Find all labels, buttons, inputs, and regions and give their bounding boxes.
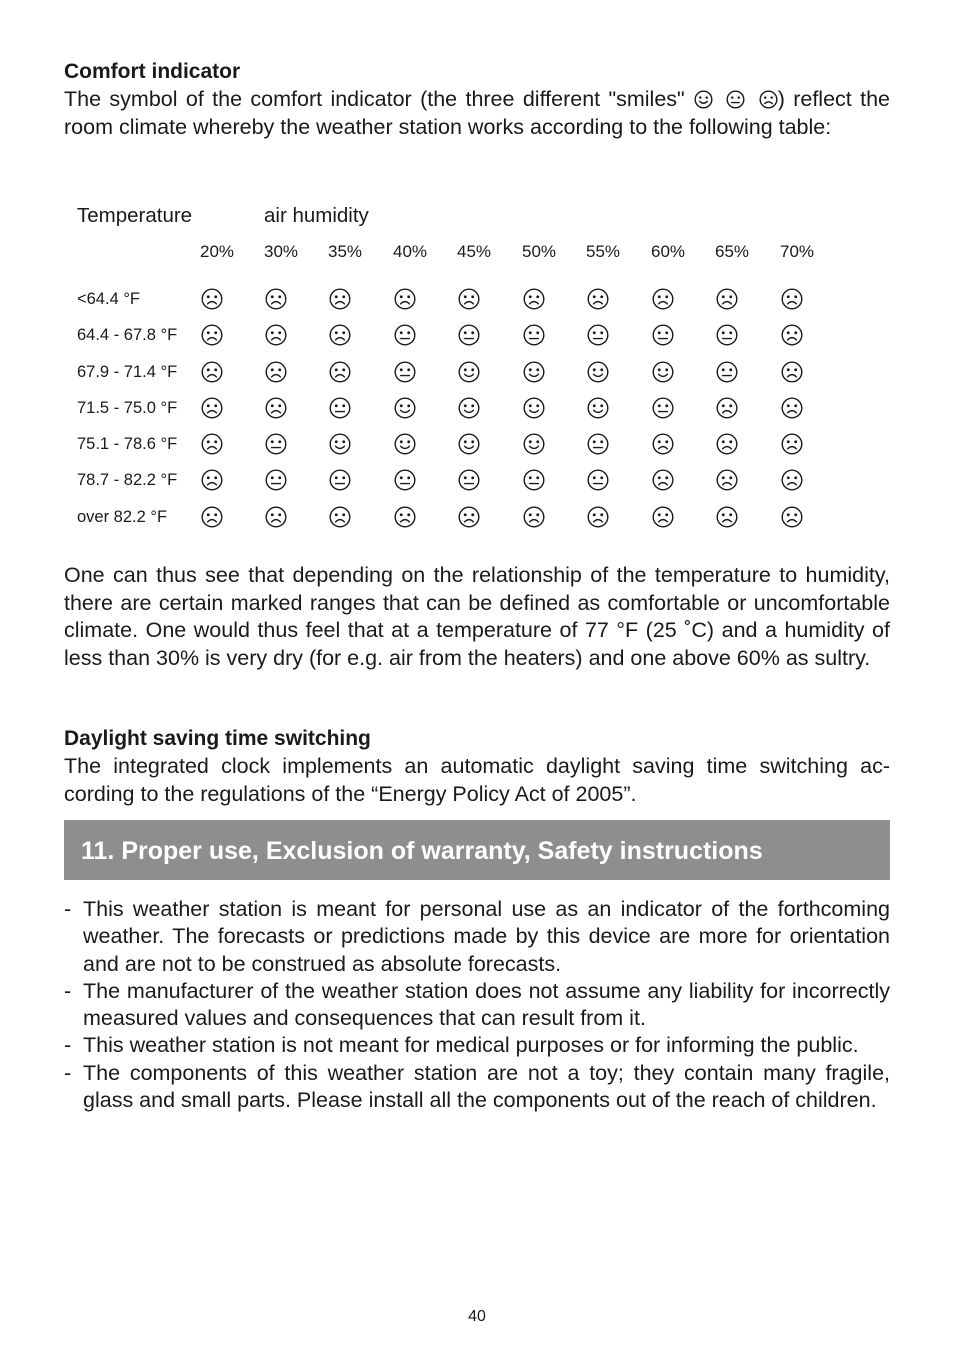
sad-icon [329,361,353,385]
neutral-icon [716,361,740,385]
sad-icon [587,506,611,530]
sad-icon [201,469,225,493]
happy-icon [523,397,547,421]
neutral-icon [265,433,289,457]
happy-icon [652,361,676,385]
happy-icon [458,397,482,421]
neutral-icon [587,469,611,493]
comfort-indicator-heading: Comfort indicator [64,60,241,83]
comfort-intro-paragraph [64,86,890,141]
temperature-range-label: <64.4 °F [77,290,141,308]
sad-icon [201,506,225,530]
temperature-range-label: 75.1 - 78.6 °F [77,435,178,454]
temperature-range-label: 67.9 - 71.4 °F [77,362,178,381]
neutral-icon [726,90,745,109]
safety-bullet-item [64,896,890,978]
table-row [77,397,837,433]
sad-icon [781,288,805,312]
neutral-icon [716,324,740,348]
neutral-icon [523,469,547,493]
sad-icon [329,506,353,530]
sad-icon [394,288,418,312]
sad-icon [201,361,225,385]
temperature-range-label: over 82.2 °F [77,507,168,526]
comfort-section [64,58,890,141]
sad-icon [201,397,225,421]
neutral-icon [329,469,353,493]
table-row [77,324,837,360]
sad-icon [781,469,805,493]
humidity-columns [77,242,837,270]
humidity-column-header: 65% [715,242,750,261]
humidity-column-header: 70% [780,242,815,261]
neutral-icon [394,324,418,348]
table-row [77,288,837,324]
safety-bullet-list [64,896,890,1114]
temperature-range-label: 64.4 - 67.8 °F [77,326,178,345]
bullet-dash: - [64,897,72,921]
comfort-table [77,204,837,526]
sad-icon [781,324,805,348]
humidity-column-header: 35% [328,242,363,261]
sad-icon [265,324,289,348]
sad-icon [716,433,740,457]
safety-bullet-item [64,1060,890,1115]
neutral-icon [265,469,289,493]
neutral-icon [587,324,611,348]
daylight-paragraph: The integrated clock implements an automatic daylight saving time switching according to the regulations of the “Energy Policy Act of 2005”. [64,754,890,806]
sad-icon [265,361,289,385]
neutral-icon [587,433,611,457]
daylight-section [64,725,890,808]
sad-icon [201,324,225,348]
sad-icon [458,288,482,312]
sad-icon [265,506,289,530]
section-11-title: 11. Proper use, Exclusion of warranty, Safety instructions [81,837,763,865]
section-11-banner [64,820,890,880]
explanation-section [64,562,890,672]
table-row [77,506,837,542]
bullet-text: The manufacturer of the weather station does not assume any liability for incorrectly measured values and consequences that can result from it. [83,978,890,1031]
humidity-column-header: 40% [393,242,428,261]
happy-icon [587,397,611,421]
neutral-icon [458,324,482,348]
table-header [77,204,837,234]
comfort-intro-before: The symbol of the comfort indicator (the three different "smiles" [64,87,685,111]
humidity-column-header: 45% [457,242,492,261]
neutral-icon [394,361,418,385]
sad-icon [759,90,778,109]
sad-icon [201,288,225,312]
temperature-range-label: 78.7 - 82.2 °F [77,471,178,490]
happy-icon [587,361,611,385]
neutral-icon [652,397,676,421]
table-row [77,361,837,397]
happy-icon [329,433,353,457]
bullet-text: This weather station is meant for personal use as an indicator of the forthcoming weather. The forecasts or predictions made by this device are more for orientation and are not to be construed as absolute forecasts. [83,897,890,976]
happy-icon [694,90,713,109]
explanation-paragraph: One can thus see that depending on the relationship of the temperature to humidity, there are certain marked ranges that can be defined as comfortable or uncomfortable climate. One would thus feel that at a temperature of 77 °F (25 ˚C) and a humidity of less than 30% is very dry (for e.g. air from the heaters) and one above 60% as sultry. [64,563,890,670]
table-row [77,433,837,469]
bullet-dash: - [64,1060,72,1085]
sad-icon [201,433,225,457]
sad-icon [716,469,740,493]
happy-icon [394,397,418,421]
happy-icon [458,433,482,457]
sad-icon [394,506,418,530]
sad-icon [781,361,805,385]
sad-icon [652,469,676,493]
happy-icon [458,361,482,385]
sad-icon [458,506,482,530]
page-number: 40 [468,1308,486,1325]
safety-bullet-item [64,978,890,1033]
neutral-icon [523,324,547,348]
neutral-icon [458,469,482,493]
sad-icon [329,288,353,312]
sad-icon [716,288,740,312]
humidity-column-header: 30% [264,242,299,261]
temperature-header: Temperature [77,204,193,227]
happy-icon [523,361,547,385]
happy-icon [523,433,547,457]
humidity-column-header: 55% [586,242,621,261]
sad-icon [523,288,547,312]
humidity-column-header: 20% [200,242,235,261]
sad-icon [781,397,805,421]
humidity-header: air humidity [264,204,369,227]
neutral-icon [394,469,418,493]
sad-icon [781,433,805,457]
sad-icon [265,397,289,421]
table-body [77,288,837,542]
table-row [77,469,837,505]
sad-icon [523,506,547,530]
sad-icon [265,288,289,312]
sad-icon [652,288,676,312]
bullet-text: This weather station is not meant for medical purposes or for informing the public. [83,1033,859,1058]
bullet-text: The components of this weather station are not a toy; they contain many fragile, glass and small parts. Please install all the components out of the reach of children. [83,1060,890,1113]
sad-icon [716,506,740,530]
bullet-dash: - [64,1033,72,1058]
temperature-range-label: 71.5 - 75.0 °F [77,398,178,417]
daylight-heading: Daylight saving time switching [64,727,371,750]
humidity-column-header: 50% [522,242,557,261]
humidity-column-header: 60% [651,242,686,261]
sad-icon [781,506,805,530]
neutral-icon [329,397,353,421]
happy-icon [394,433,418,457]
bullet-dash: - [64,978,72,1003]
sad-icon [329,324,353,348]
safety-bullet-item [64,1032,890,1059]
comfort-intro-after: ) reflect the room climate whereby the weather station works according to the following table: [64,87,890,139]
sad-icon [587,288,611,312]
sad-icon [716,397,740,421]
neutral-icon [652,324,676,348]
sad-icon [652,506,676,530]
sad-icon [652,433,676,457]
